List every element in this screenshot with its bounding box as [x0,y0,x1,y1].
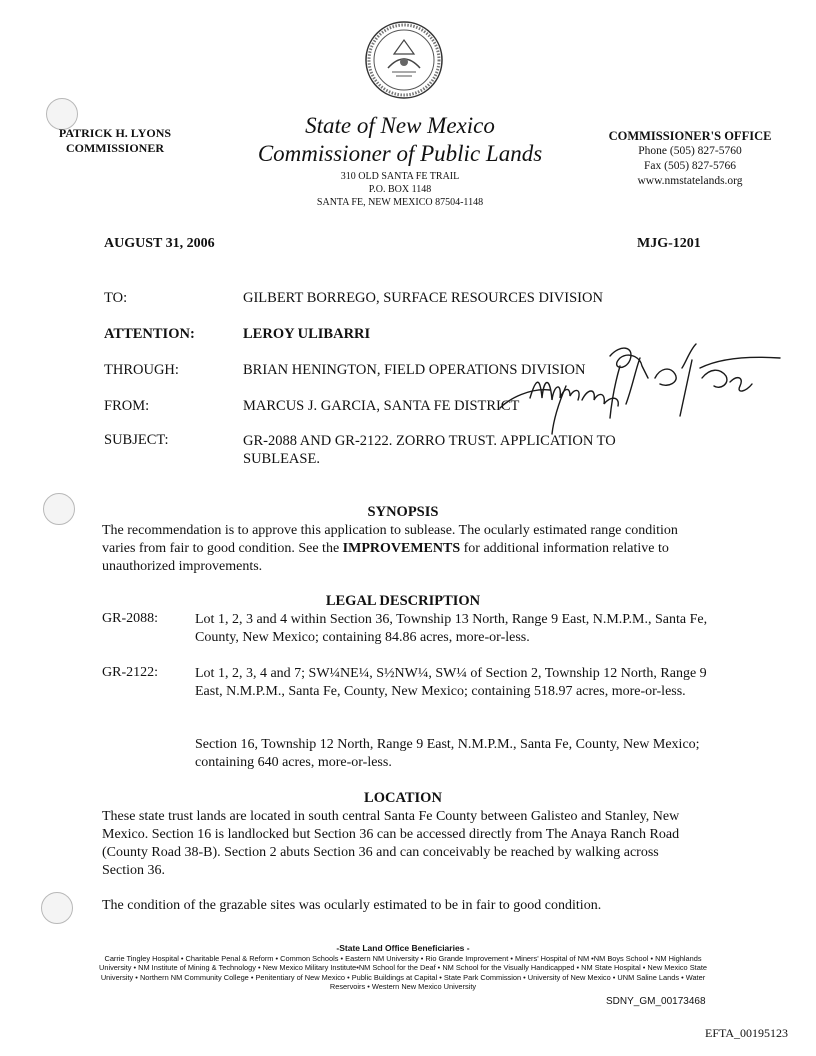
from-value: MARCUS J. GARCIA, SANTA FE DISTRICT [243,398,520,414]
condition-text: The condition of the grazable sites was ocularly estimated to be in fair to good condition. [102,898,602,913]
synopsis-text-before: The recommendation is to approve this application to sublease. The ocularly estimated range condition varies from fair to good condition. See the [102,523,678,556]
punch-hole-bottom [41,892,73,924]
synopsis-emphasis: IMPROVEMENTS [342,541,461,556]
subject-label: SUBJECT: [104,432,169,448]
beneficiaries-title: -State Land Office Beneficiaries - [336,943,470,953]
memo-date: AUGUST 31, 2006 [104,236,215,251]
address-block [220,170,580,209]
through-value: BRIAN HENINGTON, FIELD OPERATIONS DIVISION [243,362,586,378]
office-fax: Fax (505) 827-5766 [644,160,736,172]
to-label: TO: [104,290,128,306]
office-website: www.nmstatelands.org [637,175,743,187]
location-heading: LOCATION [364,790,442,806]
synopsis-heading: SYNOPSIS [367,504,439,520]
address-line-1: 310 OLD SANTA FE TRAIL [340,171,460,182]
address-line-2: P.O. BOX 1148 [368,184,432,195]
bates-number: SDNY_GM_00173468 [606,996,706,1007]
synopsis-text-after: for additional information relative to unauthorized improvements. [102,541,669,574]
office-contact-block [590,129,790,189]
office-label: COMMISSIONER'S OFFICE [608,129,772,143]
office-phone: Phone (505) 827-5760 [638,145,742,157]
gr2088-label: GR-2088: [102,611,158,626]
commissioner-block [40,126,190,156]
from-label: FROM: [104,398,150,414]
memo-reference: MJG-1201 [637,236,701,251]
legal-heading: LEGAL DESCRIPTION [325,593,481,609]
state-title: State of New Mexico [305,113,495,138]
to-value: GILBERT BORREGO, SURFACE RESOURCES DIVISION [243,290,603,306]
gr2122-label: GR-2122: [102,665,158,680]
gr2088-text: Lot 1, 2, 3 and 4 within Section 36, Township 13 North, Range 9 East, N.M.P.M., Santa Fe, County, New Mexico; containing 84.86 acres, more-or-less. [195,612,708,645]
commissioner-name: PATRICK H. LYONS [58,126,172,140]
synopsis-text [102,522,702,576]
attention-value: LEROY ULIBARRI [243,326,371,342]
beneficiaries-block [88,944,718,992]
state-seal [364,20,444,100]
handwritten-signature [470,338,800,448]
letterhead-center [220,112,580,209]
office-title: Commissioner of Public Lands [257,141,543,166]
gr2122-text-2: Section 16, Township 12 North, Range 9 East, N.M.P.M., Santa Fe, County, New Mexico; containing 640 acres, more-or-less. [195,737,700,770]
efta-number: EFTA_00195123 [705,1026,789,1040]
through-label: THROUGH: [104,362,179,378]
punch-hole-middle [43,493,75,525]
attention-label: ATTENTION: [104,326,195,342]
gr2122-text-1: Lot 1, 2, 3, 4 and 7; SW¼NE¼, S½NW¼, SW¼ of Section 2, Township 12 North, Range 9 East, N.M.P.M., Santa Fe, County, New Mexico; containing 518.97 acres, more-or-less. [195,666,707,699]
location-text: These state trust lands are located in south central Santa Fe County between Galisteo and Stanley, New Mexico. Section 16 is landlocked but Section 36 can be accessed directly from The Anaya Ranch Road (County Road 38-B). Section 2 abuts Section 36 and can conceivably be reached by walking across Section 36. [102,809,680,878]
commissioner-title: COMMISSIONER [65,141,164,155]
beneficiaries-text: Carrie Tingley Hospital • Charitable Penal & Reform • Common Schools • Eastern NM University • Rio Grande Improvement • Miners' Hospital of NM •NM Boys School • NM Highlands University • NM Institute of Mining & Technology • New Mexico Military Institute•NM School for the Deaf • NM School for the Visually Handicapped • NM State Hospital • New Mexico State University • Northern NM Community College • Penitentiary of New Mexico • Public Buildings at Capital • State Park Commission • University of New Mexico • UNM Saline Lands • Water Reservoirs • Western New Mexico University [99,953,707,991]
address-line-3: SANTA FE, NEW MEXICO 87504-1148 [316,197,484,208]
subject-value: GR-2088 AND GR-2122. ZORRO TRUST. APPLICATION TO SUBLEASE. [243,433,616,467]
